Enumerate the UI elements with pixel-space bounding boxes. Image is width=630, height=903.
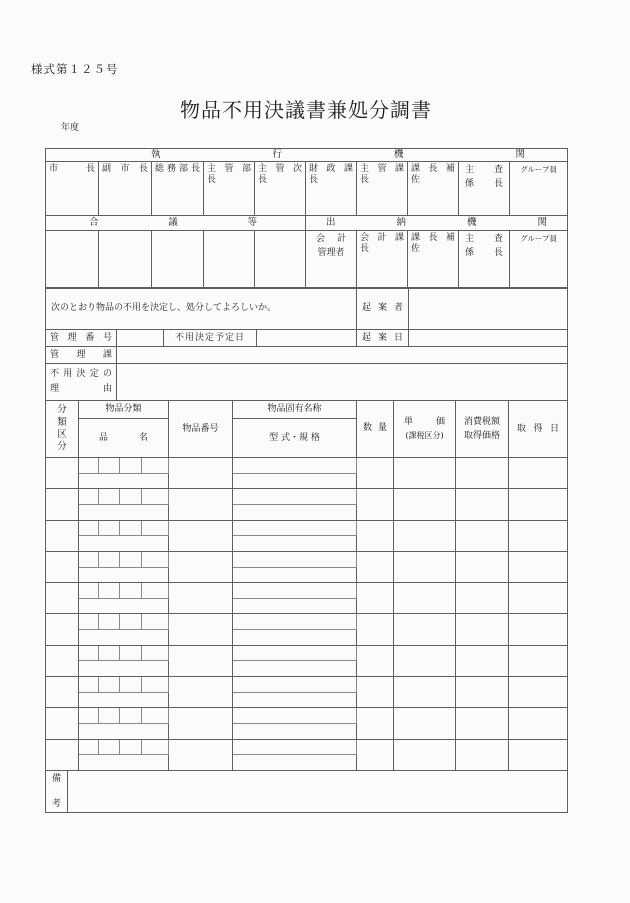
item-name-cell (79, 661, 169, 677)
item-proper-name-cell (233, 614, 357, 630)
item-unit-price-cell (394, 708, 456, 739)
role-label: 主 管 課 長 (360, 164, 404, 185)
item-class-code-cell (142, 520, 169, 536)
item-quantity-cell (357, 551, 394, 582)
item-class-code-cell (142, 645, 169, 661)
item-tax-cell (456, 614, 509, 645)
header-item-name (79, 419, 169, 458)
item-number-cell (169, 551, 233, 582)
header-tax-category-label: (課税区分) (405, 430, 444, 440)
item-name-cell (79, 692, 169, 708)
item-number-cell (169, 645, 233, 676)
item-class-code-cell (79, 614, 99, 630)
item-unit-price-cell (394, 583, 456, 614)
item-class-code-cell (142, 489, 169, 505)
item-number-cell (169, 676, 233, 707)
role-label: 市 長 (49, 164, 95, 174)
header-item-number: 物品番号 (169, 401, 233, 458)
items-tbody (46, 458, 568, 771)
council-stamp-cell (46, 231, 99, 289)
item-class-code-cell (142, 708, 169, 724)
cashier-org-header (306, 216, 568, 231)
item-unit-price-cell (394, 551, 456, 582)
stamp-cell-group-member (510, 231, 568, 289)
role-label: 課 長 補 佐 (411, 233, 455, 254)
reason-label: 理 由 (50, 384, 112, 394)
control-number-value-cell (117, 330, 164, 347)
item-classification-cell (46, 583, 79, 614)
item-classification-cell (46, 551, 79, 582)
item-acquired-date-cell (509, 708, 568, 739)
item-tax-cell (456, 708, 509, 739)
role-label: 係 長 (465, 247, 503, 258)
stamp-cell-deputy-mayor (99, 162, 152, 216)
header-proper-name: 物品固有名称 (233, 401, 357, 419)
managing-section-value-cell (117, 347, 568, 364)
drafter-value-cell (409, 288, 568, 330)
exec-org-header-label: 執 行 機 関 (151, 149, 526, 161)
stamp-cell-assistant-section-chief (408, 231, 459, 289)
item-class-code-cell (99, 739, 120, 755)
item-quantity-cell (357, 520, 394, 551)
item-unit-price-cell (394, 739, 456, 770)
item-number-cell (169, 520, 233, 551)
header-item-class: 物品分類 (79, 401, 169, 419)
item-spec-cell (233, 536, 357, 552)
item-quantity-cell (357, 583, 394, 614)
role-label: 主 査 (465, 234, 503, 244)
item-name-cell (79, 536, 169, 552)
role-label: 副 市 長 (102, 164, 148, 174)
disposal-planned-date-value-cell (257, 330, 357, 347)
role-label: 主 査 (465, 165, 503, 175)
item-unit-price-cell (394, 520, 456, 551)
item-quantity-cell (357, 458, 394, 489)
item-tax-cell (456, 489, 509, 520)
item-class-code-cell (120, 520, 142, 536)
item-class-code-cell (142, 739, 169, 755)
role-label: 主 管 部 長 (207, 164, 251, 185)
reason-value-cell (117, 364, 568, 401)
draft-date-label: 起 案 日 (362, 332, 404, 343)
item-tax-cell (456, 583, 509, 614)
header-classification (46, 401, 79, 458)
remarks-label-cell (46, 771, 68, 813)
remarks-table (45, 770, 568, 813)
item-name-cell (79, 723, 169, 739)
draft-date-label-cell (357, 330, 409, 347)
stamp-cell-general-affairs-director (152, 162, 204, 216)
item-tax-cell (456, 551, 509, 582)
item-acquired-date-cell (509, 458, 568, 489)
item-quantity-cell (357, 676, 394, 707)
item-proper-name-cell (233, 458, 357, 474)
item-tax-cell (456, 739, 509, 770)
stamp-cell-chief-examiner (459, 231, 510, 289)
council-header-label: 合 議 等 (89, 217, 257, 229)
item-tax-cell (456, 676, 509, 707)
header-tax-label: 消費税額 (464, 416, 501, 427)
item-acquired-date-cell (509, 551, 568, 582)
item-spec-cell (233, 661, 357, 677)
item-class-code-cell (99, 489, 120, 505)
item-proper-name-cell (233, 583, 357, 599)
item-proper-name-cell (233, 739, 357, 755)
managing-section-label: 管 理 課 (50, 349, 112, 360)
item-class-code-cell (120, 645, 142, 661)
item-class-code-cell (79, 489, 99, 505)
role-label: 会 計 (316, 234, 346, 244)
header-quantity-label: 数 量 (363, 423, 388, 434)
item-classification-cell (46, 708, 79, 739)
draft-date-value-cell (409, 330, 568, 347)
item-class-code-cell (79, 551, 99, 567)
remarks-label: 備 (51, 773, 61, 784)
item-tax-cell (456, 645, 509, 676)
proposal-table (45, 287, 568, 401)
item-class-code-cell (120, 583, 142, 599)
item-tax-cell (456, 520, 509, 551)
header-unit-price (394, 401, 456, 458)
item-classification-cell (46, 520, 79, 551)
item-class-code-cell (120, 614, 142, 630)
stamp-cell-supervising-director (204, 162, 255, 216)
stamp-cell-accounting-manager (306, 231, 357, 289)
proposal-question: 次のとおり物品の不用を決定し、処分してよろしいか。 (51, 303, 277, 314)
item-acquired-date-cell (509, 645, 568, 676)
header-tax-price (456, 401, 509, 458)
role-label: 総 務 部 長 (155, 164, 200, 174)
item-class-code-cell (99, 583, 120, 599)
stamp-cell-chief-examiner (459, 162, 510, 216)
item-name-cell (79, 504, 169, 520)
item-acquired-date-cell (509, 520, 568, 551)
council-stamp-cell (99, 231, 152, 289)
item-proper-name-cell (233, 645, 357, 661)
proposal-question-cell (46, 288, 357, 330)
header-quantity (357, 401, 394, 458)
item-quantity-cell (357, 489, 394, 520)
council-stamp-cell (255, 231, 306, 289)
item-classification-cell (46, 614, 79, 645)
item-class-code-cell (99, 520, 120, 536)
approval-table (45, 148, 568, 289)
item-class-code-cell (142, 583, 169, 599)
item-quantity-cell (357, 645, 394, 676)
drafter-label-cell (357, 288, 409, 330)
item-spec-cell (233, 723, 357, 739)
item-class-code-cell (99, 676, 120, 692)
item-proper-name-cell (233, 520, 357, 536)
item-acquired-date-cell (509, 489, 568, 520)
role-label: グループ員 (520, 165, 557, 174)
remarks-content-cell (68, 771, 568, 813)
stamp-cell-finance-section-chief (306, 162, 357, 216)
item-class-code-cell (79, 583, 99, 599)
item-name-cell (79, 473, 169, 489)
reason-label: 不 用 決 定 の (50, 368, 112, 379)
stamp-cell-accounting-section-chief (357, 231, 408, 289)
cashier-org-header-label: 出 納 機 関 (326, 217, 548, 229)
item-class-code-cell (99, 708, 120, 724)
item-class-code-cell (79, 645, 99, 661)
item-number-cell (169, 489, 233, 520)
role-label: 会 計 課 長 (360, 233, 404, 254)
item-proper-name-cell (233, 676, 357, 692)
stamp-cell-assistant-section-chief (408, 162, 459, 216)
item-spec-cell (233, 755, 357, 771)
item-class-code-cell (120, 551, 142, 567)
item-class-code-cell (142, 614, 169, 630)
role-label: 主 管 次 長 (258, 164, 302, 185)
item-tax-cell (456, 458, 509, 489)
item-class-code-cell (142, 676, 169, 692)
header-classification-label: 分類区分 (57, 404, 67, 453)
item-number-cell (169, 583, 233, 614)
item-name-cell (79, 755, 169, 771)
drafter-label: 起 案 者 (362, 303, 404, 314)
fiscal-year-label: 年度 (61, 123, 80, 133)
item-number-cell (169, 708, 233, 739)
item-class-code-cell (120, 489, 142, 505)
item-spec-cell (233, 598, 357, 614)
stamp-cell-supervising-section-chief (357, 162, 408, 216)
item-quantity-cell (357, 614, 394, 645)
control-number-label: 管 理 番 号 (50, 332, 112, 343)
council-stamp-cell (152, 231, 204, 289)
item-class-code-cell (120, 458, 142, 474)
item-class-code-cell (79, 520, 99, 536)
item-class-code-cell (120, 676, 142, 692)
stamp-cell-mayor (46, 162, 99, 216)
item-unit-price-cell (394, 489, 456, 520)
item-spec-cell (233, 630, 357, 646)
stamp-cell-group-member (510, 162, 568, 216)
item-spec-cell (233, 692, 357, 708)
items-table (45, 400, 568, 771)
item-class-code-cell (142, 551, 169, 567)
header-acquired-date-label: 取 得 日 (517, 423, 560, 434)
item-class-code-cell (79, 739, 99, 755)
item-spec-cell (233, 504, 357, 520)
header-item-name-label: 品 名 (99, 432, 149, 443)
item-classification-cell (46, 489, 79, 520)
item-class-code-cell (142, 458, 169, 474)
item-number-cell (169, 739, 233, 770)
item-quantity-cell (357, 739, 394, 770)
item-class-code-cell (120, 739, 142, 755)
reason-label-cell (46, 364, 117, 401)
item-class-code-cell (99, 614, 120, 630)
item-class-code-cell (99, 458, 120, 474)
item-class-code-cell (79, 458, 99, 474)
item-unit-price-cell (394, 645, 456, 676)
item-acquired-date-cell (509, 739, 568, 770)
item-number-cell (169, 458, 233, 489)
item-name-cell (79, 630, 169, 646)
item-classification-cell (46, 458, 79, 489)
item-classification-cell (46, 676, 79, 707)
item-classification-cell (46, 739, 79, 770)
item-number-cell (169, 614, 233, 645)
form-number: 様式第１２５号 (31, 62, 119, 76)
role-label: 財 政 課 長 (309, 164, 353, 185)
header-acquired-date (509, 401, 568, 458)
control-number-label-cell (46, 330, 117, 347)
item-name-cell (79, 598, 169, 614)
disposal-planned-date-label: 不用決定予定日 (164, 330, 257, 347)
exec-org-header (46, 149, 568, 162)
item-class-code-cell (120, 708, 142, 724)
item-unit-price-cell (394, 458, 456, 489)
item-spec-cell (233, 473, 357, 489)
item-proper-name-cell (233, 708, 357, 724)
council-stamp-cell (204, 231, 255, 289)
item-class-code-cell (99, 551, 120, 567)
item-spec-cell (233, 567, 357, 583)
item-unit-price-cell (394, 676, 456, 707)
item-acquired-date-cell (509, 583, 568, 614)
header-unit-price-label: 単 価 (404, 417, 446, 428)
stamp-cell-supervising-deputy-director (255, 162, 306, 216)
item-acquired-date-cell (509, 614, 568, 645)
item-acquired-date-cell (509, 676, 568, 707)
item-class-code-cell (99, 645, 120, 661)
header-acquisition-price-label: 取得価格 (464, 431, 501, 441)
item-classification-cell (46, 645, 79, 676)
role-label: 係 長 (465, 178, 503, 189)
council-header (46, 216, 306, 231)
managing-section-label-cell (46, 347, 117, 364)
item-unit-price-cell (394, 614, 456, 645)
items-thead (46, 401, 568, 458)
header-model-spec: 型 式・規 格 (233, 419, 357, 458)
form-title: 物品不用決議書兼処分調書 (180, 98, 432, 122)
item-quantity-cell (357, 708, 394, 739)
item-name-cell (79, 567, 169, 583)
item-class-code-cell (79, 676, 99, 692)
role-label: グループ員 (520, 234, 557, 243)
item-proper-name-cell (233, 489, 357, 505)
remarks-label: 考 (51, 798, 61, 809)
role-label: 管理者 (317, 247, 345, 258)
item-class-code-cell (79, 708, 99, 724)
item-proper-name-cell (233, 551, 357, 567)
role-label: 課 長 補 佐 (411, 164, 455, 185)
